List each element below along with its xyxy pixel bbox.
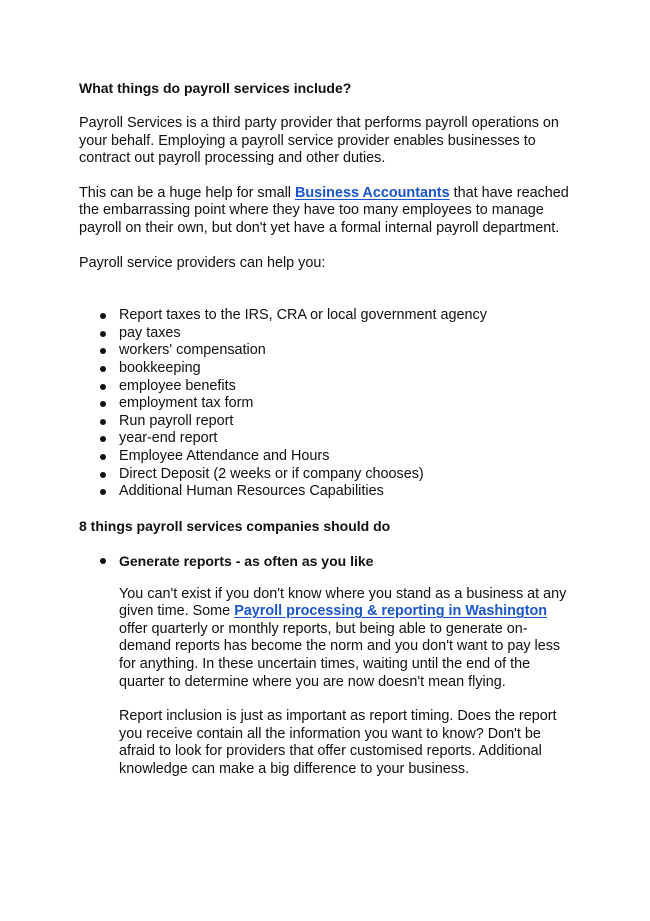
- intro-paragraph: Payroll Services is a third party provider that performs payroll operations on your behalf. Employing a payroll service provider enables businesses to contract out payroll processing and other duties.: [79, 115, 559, 167]
- list-item: [79, 378, 579, 396]
- list-item-text: bookkeeping: [119, 359, 201, 376]
- list-item: [79, 483, 579, 501]
- list-item-text: employee benefits: [119, 377, 236, 394]
- bullet-icon: [100, 313, 106, 319]
- subsection-generate-reports: [79, 551, 579, 571]
- para-text-before-link: This can be a huge help for small: [79, 184, 295, 201]
- subsection-body: [79, 586, 579, 779]
- reports-paragraph-1: [119, 586, 579, 692]
- para-text-before-link: You can't exist if you don't know where you stand as a business at any given time. Some: [119, 585, 567, 620]
- list-item-text: Additional Human Resources Capabilities: [119, 483, 384, 500]
- list-item-text: Run payroll report: [119, 412, 234, 429]
- list-item: [79, 430, 579, 448]
- bullet-icon: [100, 558, 106, 564]
- payroll-processing-washington-link[interactable]: Payroll processing & reporting in Washington: [234, 603, 548, 620]
- bullet-icon: [100, 348, 106, 354]
- bullet-icon: [100, 454, 106, 460]
- list-item-text: Employee Attendance and Hours: [119, 447, 330, 464]
- reports-paragraph-2: Report inclusion is just as important as report timing. Does the report you receive contain all the information you want to know? Don't be afraid to look for providers that offer customised reports. Additional knowledge can make a big difference to your business.: [119, 708, 557, 778]
- document-page: [79, 78, 579, 779]
- bullet-icon: [100, 366, 106, 372]
- bullet-icon: [100, 489, 106, 495]
- bullet-icon: [100, 384, 106, 390]
- bullet-icon: [100, 331, 106, 337]
- bullet-icon: [100, 401, 106, 407]
- list-item: [79, 448, 579, 466]
- business-accountants-link[interactable]: Business Accountants: [294, 184, 450, 201]
- list-item: [79, 360, 579, 378]
- list-item: [79, 395, 579, 413]
- list-item: [79, 307, 579, 325]
- bullet-icon: [100, 472, 106, 478]
- bullet-icon: [100, 419, 106, 425]
- list-item: [79, 413, 579, 431]
- para-text-after-link: offer quarterly or monthly reports, but being able to generate on-demand reports has become the norm and you don't want to pay less for anything. In these uncertain times, waiting until the end of the quarter to determine where you are now doesn't mean flying.: [119, 620, 561, 690]
- list-item-text: Direct Deposit (2 weeks or if company chooses): [119, 465, 424, 482]
- list-item-text: workers' compensation: [119, 342, 266, 359]
- providers-help-paragraph: Payroll service providers can help you:: [79, 254, 326, 271]
- services-bullet-list: [79, 307, 579, 501]
- list-item: [79, 325, 579, 343]
- section-heading-eight-things: 8 things payroll services companies should do: [79, 517, 391, 534]
- section-heading-payroll-services: What things do payroll services include?: [79, 80, 352, 96]
- list-item-text: employment tax form: [119, 395, 254, 412]
- bullet-icon: [100, 436, 106, 442]
- list-item: [79, 466, 579, 484]
- list-item-text: year-end report: [119, 430, 218, 447]
- para-text-after-link: that have reached the embarrassing point where they have too many employees to manage payroll on their own, but don't yet have a formal internal payroll department.: [79, 184, 569, 236]
- list-item-text: Report taxes to the IRS, CRA or local government agency: [119, 307, 487, 324]
- business-accountants-paragraph: [79, 185, 579, 238]
- subsection-title: Generate reports - as often as you like: [119, 552, 374, 569]
- list-item: [79, 342, 579, 360]
- list-item-text: pay taxes: [119, 324, 181, 341]
